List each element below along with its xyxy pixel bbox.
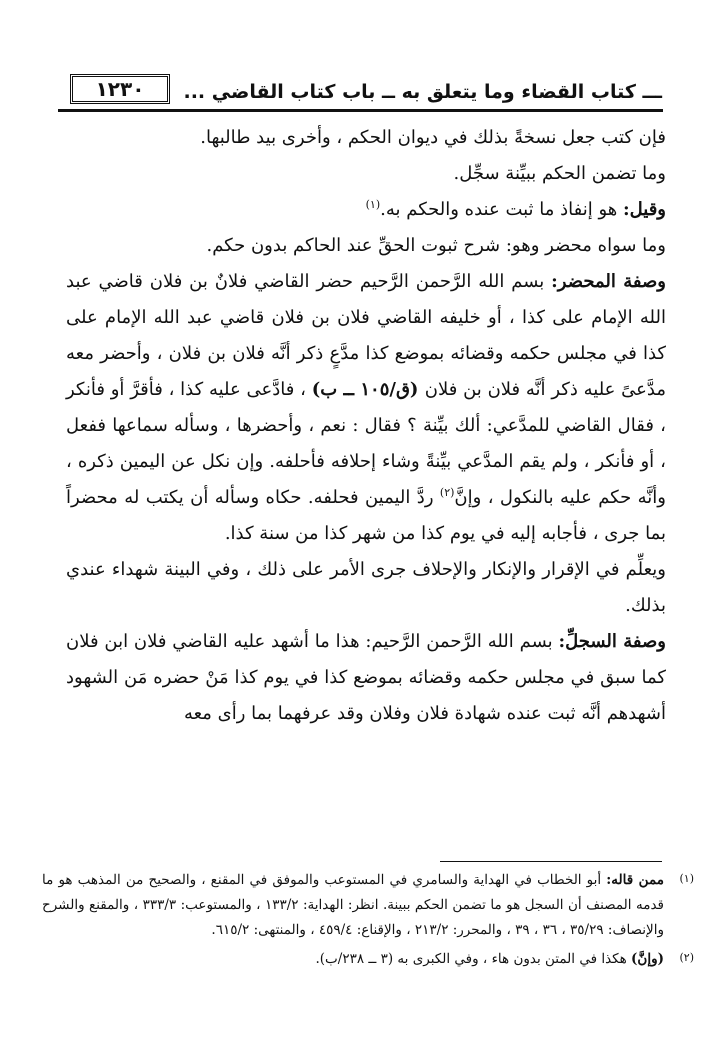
paragraph-mahdar-definition: وما سواه محضر وهو: شرح ثبوت الحقِّ عند الحاكم بدون حكم. <box>206 235 666 256</box>
paragraph-alternate-definition <box>66 192 666 228</box>
footnote-1 <box>42 868 694 943</box>
footnote-lead: (وإنَّ) <box>631 951 664 967</box>
mahdar-text: بسم الله الرَّحمن الرَّحيم حضر القاضي فلانٌ بن فلان قاضي عبد الله الإمام على كذا ، أو خليفه القاضي فلان بن فلان قاضي عبد الله الإمام على كذا في مجلس حكمه وقضائه بموضع كذا مدَّعٍ ذكر أنَّه فلان بن فلان ، وأحضر معه مدَّعىً عليه ذكر أنَّه فلان بن فلان <box>66 271 666 400</box>
footnote-text: أبو الخطاب في الهداية والسامري في المستوعب والموفق في المقنع ، والصحيح من المذهب هو ما قدمه المصنف أن السجل هو ما تضمن الحكم ببينة. انظر: الهداية: ١٣٣/٢ ، والمستوعب: ٣٣٣/٣ ، والمقنع والشرح والإنصاف: ٣٥/٢٩ ، ٣٦ ، ٣٩ ، والمحرر: ٢١٣/٢ ، والإقناع: ٤٥٩/٤ ، والمنتهى: ٦١٥/٢. <box>42 872 665 938</box>
paragraph-copy-kept: فإن كتب جعل نسخةً بذلك في ديوان الحكم ، وأخرى بيد طالبها. <box>200 127 666 148</box>
term-qila: وقيل: <box>622 199 666 220</box>
manuscript-folio-ref: (ق/١٠٥ ــ ب) <box>311 379 425 400</box>
paragraph-marking-note: ويعلِّم في الإقرار والإنكار والإحلاف جرى الأمر على ذلك ، وفي البينة شهداء عندي بذلك. <box>66 559 666 616</box>
footnote-body <box>42 947 664 972</box>
footnote-ref-2: (٢) <box>439 486 455 499</box>
footnote-lead: ممن قاله: <box>606 872 664 888</box>
footnote-2 <box>42 947 694 972</box>
term-mahdar-form: وصفة المحضر: <box>551 271 666 292</box>
paragraph-mahdar-form <box>66 264 666 552</box>
footnote-text: هكذا في المتن بدون هاء ، وفي الكبرى به (٣ ــ ٢٣٨/ب). <box>315 951 632 967</box>
mahdar-text-end: ردَّ اليمين فحلفه. حكاه وسأله أن يكتب له محضراً بما جرى ، فأجابه إليه في يوم كذا من شهر كذا من سنة كذا. <box>66 487 666 544</box>
footnote-separator <box>440 861 662 862</box>
main-text <box>66 120 666 732</box>
footnote-mark: (٢) <box>679 951 694 964</box>
paragraph-sijill-definition: وما تضمن الحكم ببيِّنة سجِّل. <box>453 163 666 184</box>
running-header-title: ـــ كتاب القضاء وما يتعلق به ــ باب كتاب القاضي ... <box>183 81 662 103</box>
footnotes <box>42 868 694 972</box>
term-sijill-form: وصفة السجلِّ: <box>558 631 666 652</box>
page-number: ١٢٣٠ <box>70 74 170 104</box>
definition-text: هو إنفاذ ما ثبت عنده والحكم به. <box>380 199 623 220</box>
sijill-text: بسم الله الرَّحمن الرَّحيم: هذا ما أشهد عليه القاضي فلان ابن فلان كما سبق في مجلس حكمه وقضائه بموضع كذا في يوم كذا مَنْ حضره مَن الشهود أشهدهم أنَّه ثبت عنده شهادة فلان وفلان وقد عرفهما بما رأى معه <box>66 631 667 724</box>
header-rule <box>58 109 663 112</box>
mahdar-text-continued: ، فادَّعى عليه كذا ، فأقرَّ أو فأنكر ، فقال القاضي للمدَّعي: ألك بيِّنة ؟ فقال : نعم ، وأحضرها ، وسأله سماعها ففعل ، أو فأنكر ، ولم يقم المدَّعي بيِّنةً وشاء إحلافه فأحلفه. وإن نكل عن اليمين ذكره ، وأنَّه حكم عليه بالنكول ، وإنَّ <box>66 379 666 508</box>
footnote-mark: (١) <box>679 872 694 885</box>
paragraph-sijill-form <box>66 624 666 732</box>
footnote-ref-1: (١) <box>365 198 381 211</box>
footnote-body <box>42 868 664 943</box>
